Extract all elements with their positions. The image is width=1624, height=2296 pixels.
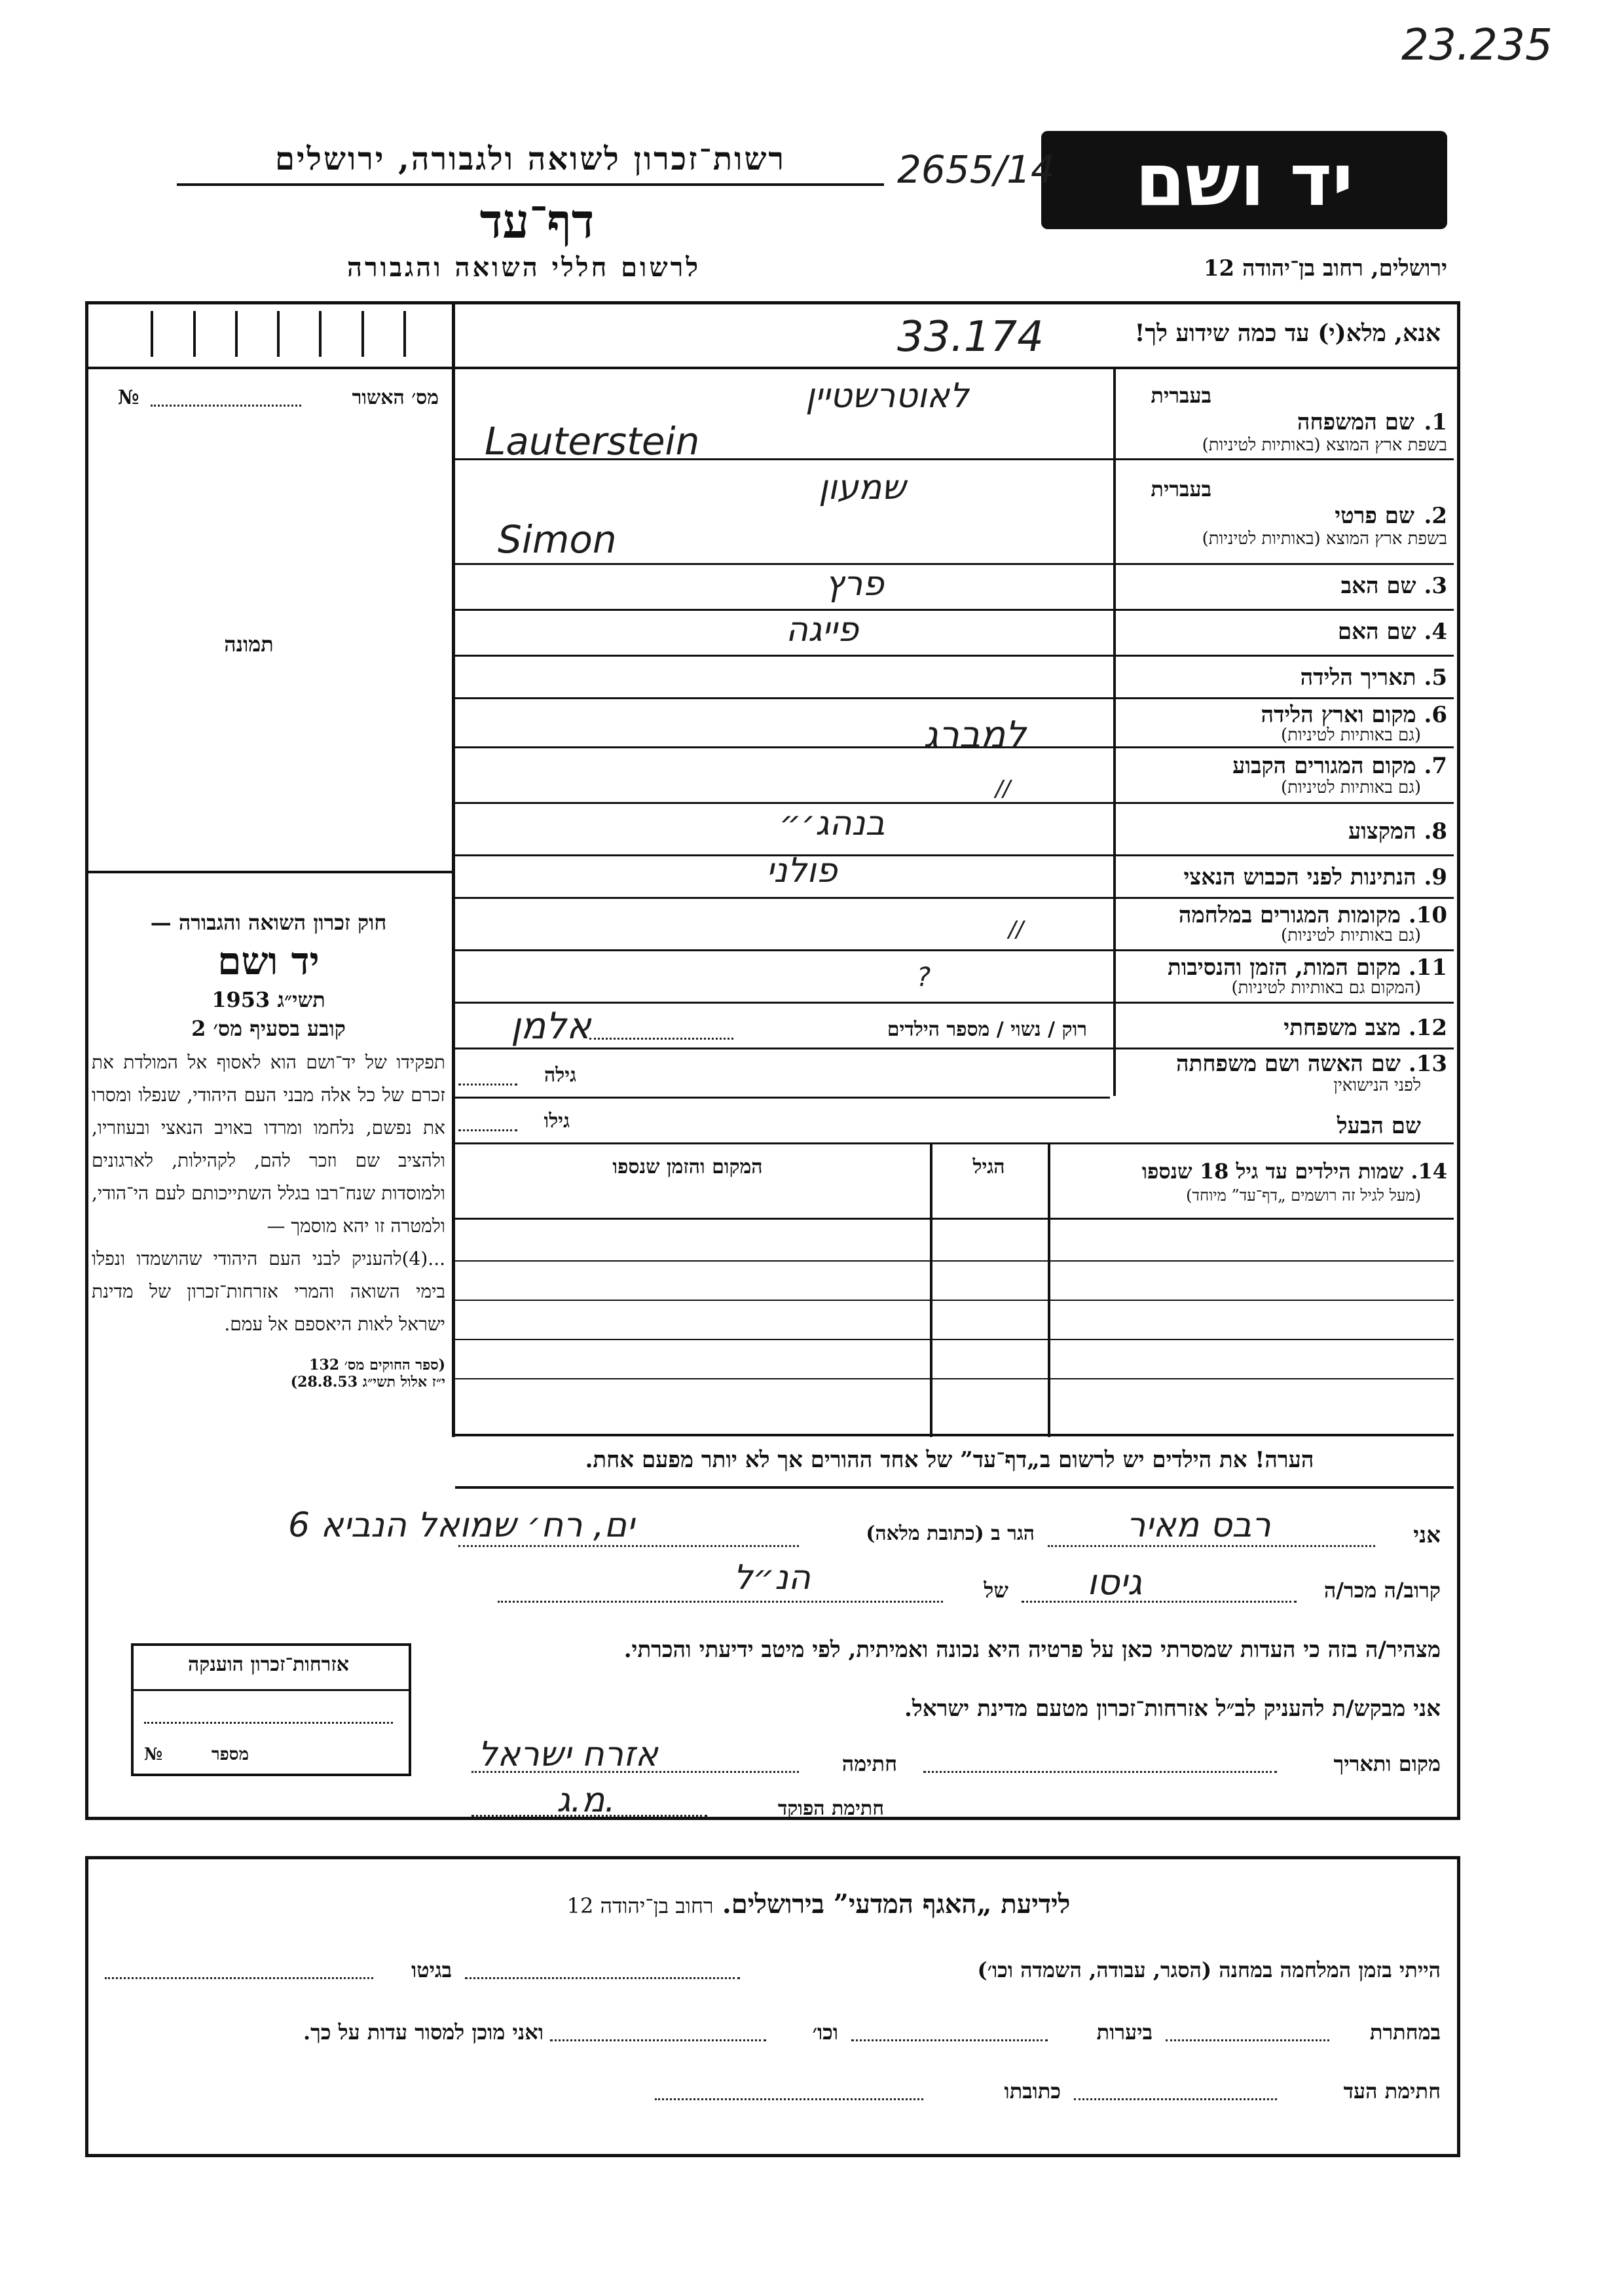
children-row[interactable] (455, 1300, 1454, 1301)
logo-text: יד ושם (1135, 138, 1354, 222)
law-name: יד ושם (217, 939, 320, 983)
field-4-value[interactable]: פייגה (786, 610, 859, 649)
field-7-value[interactable]: // (995, 776, 1010, 802)
field-2-num: 2. (1424, 503, 1447, 529)
declarant-ani-label: אני (1413, 1522, 1441, 1548)
approval-no-field[interactable] (151, 405, 301, 407)
field-11-note: (המקום גם באותיות לטיניות) (1231, 978, 1421, 998)
field-11-text: מקום המות, הזמן והנסיבות (1167, 955, 1401, 981)
citizenship-label: אזרחות־זכרון הוענקה (187, 1653, 350, 1676)
field-13-num: 13. (1408, 1051, 1447, 1077)
declarant-address-line[interactable] (458, 1545, 799, 1547)
approval-no-label: מס׳ האשור (352, 386, 439, 409)
field-5-text: תאריך הלידה (1300, 665, 1416, 691)
field-1-value-latin[interactable]: Lauterstein (485, 419, 700, 464)
children-row[interactable] (455, 1378, 1454, 1379)
children-note: (מעל לגיל זה רושמים „דף־עד” מיוחד) (1186, 1186, 1421, 1205)
request-text: אני מבקש/ת להעניק לב״ל אזרחות־זכרון מטעם מדינת ישראל. (904, 1696, 1441, 1722)
declarant-name[interactable]: רבס מאיר (1126, 1506, 1271, 1545)
footer-etc-line[interactable] (550, 2039, 766, 2041)
footer-address-line[interactable] (655, 2098, 923, 2100)
official-label: חתימת הפוקד (777, 1797, 884, 1820)
field-10-label (1126, 902, 1447, 928)
field-9-value[interactable]: פולני (766, 851, 838, 890)
sidebar-divider (452, 301, 455, 1437)
field-8-value[interactable]: בנהג׳״ (779, 804, 885, 843)
photo-bottom-line (88, 871, 452, 873)
field-2-label: שם פרטי (1335, 503, 1414, 529)
signature-label: חתימה (841, 1751, 897, 1776)
row-line (455, 697, 1454, 699)
law-year: תשי״ג 1953 (212, 987, 325, 1012)
signature-value[interactable]: אזרח ישראל (478, 1735, 658, 1774)
footer-title-text: לידיעת „האגף המדעי” בירושלים. (722, 1889, 1071, 1920)
field-11-num: 11. (1408, 955, 1447, 981)
field-3-text: שם האב (1340, 573, 1416, 599)
children-place-header: המקום והזמן שנספו (612, 1156, 763, 1178)
footer-ready: ואני מוכן למסור עדות על כך. (303, 2020, 544, 2045)
field-11-label (1126, 955, 1447, 981)
law-source: (ספר החוקים מס׳ 132 (309, 1357, 445, 1374)
row-line (455, 949, 1454, 951)
field-9-label (1126, 864, 1447, 890)
field-7-note: (גם באותיות לטיניות) (1280, 778, 1421, 797)
field-6-value[interactable]: למברג (923, 714, 1026, 756)
law-text-2: ...(4)להעניק לבני העם היהודי שהושמדו ונפלו בימי השואה והמרי אזרחות־זכרון של מדינת ישראל לאות היאספם אל עמם. (92, 1248, 445, 1335)
field-5-label (1126, 665, 1447, 691)
field-11-value[interactable]: ? (917, 962, 931, 993)
place-date-label: מקום ותאריך (1333, 1751, 1441, 1776)
yad-vashem-logo (1041, 131, 1447, 229)
field-6-label (1126, 702, 1447, 728)
footer-title (458, 1889, 1179, 1920)
header-address: ירושלים, רחוב בן־יהודה 12 (1203, 255, 1447, 282)
field-6-num: 6. (1424, 702, 1447, 728)
field-4-label (1126, 619, 1447, 645)
field-4-num: 4. (1424, 619, 1447, 645)
footer-underground-line[interactable] (1166, 2039, 1329, 2041)
field-10-note: (גם באותיות לטיניות) (1280, 926, 1421, 945)
field-7-num: 7. (1424, 753, 1447, 779)
field-1-value-hebrew[interactable]: לאוטרשטיין (805, 376, 969, 416)
footer-address-label: כתובתו (1004, 2079, 1061, 2104)
field-2-value-latin[interactable]: Simon (498, 517, 617, 562)
field-9-text: הנתינות לפני הכבוש הנאצי (1183, 864, 1416, 890)
children-row[interactable] (455, 1339, 1454, 1340)
field-7-text: מקום המגורים הקבוע (1232, 753, 1416, 779)
row-line (455, 802, 1454, 804)
label-column-divider (1113, 369, 1116, 1096)
law-section: קובע בסעיף מס׳ 2 (191, 1016, 346, 1041)
footer-forests-line[interactable] (851, 2039, 1048, 2041)
footer-forests: ביערות (1096, 2020, 1153, 2045)
declarant-of-line[interactable] (498, 1601, 943, 1603)
field-8-label (1126, 818, 1447, 845)
declarant-relation-label: קרוב/ה מכר/ה (1323, 1578, 1441, 1603)
form-title: דף־עד (479, 193, 595, 249)
row-line (455, 1002, 1454, 1004)
field-2-hebrew-label: בעברית (1151, 477, 1211, 501)
husband-age-label: גילו (544, 1110, 570, 1133)
footer-etc: וכו׳ (812, 2020, 838, 2045)
field-2-latin-label: בשפת ארץ המוצא (באותיות לטיניות) (1202, 529, 1447, 549)
children-header-line (455, 1218, 1454, 1220)
footer-witness-sig-line[interactable] (1074, 2098, 1277, 2100)
field-7-label (1126, 753, 1447, 779)
authority-title: רשות־זכרון לשואה ולגבורה, ירושלים (274, 141, 786, 177)
serial-handwritten: 33.174 (897, 313, 1044, 361)
law-title: חוק זכרון השואה והגבורה — (150, 910, 387, 935)
declarant-relation-line[interactable] (1022, 1601, 1297, 1603)
row-line (455, 563, 1454, 565)
field-5-num: 5. (1424, 665, 1447, 691)
field-12-num: 12. (1408, 1015, 1447, 1041)
field-12-value[interactable]: אלמן (511, 1005, 591, 1048)
field-13-age-line[interactable] (458, 1084, 517, 1085)
field-3-num: 3. (1424, 573, 1447, 599)
form-subtitle: לרשום חללי השואה והגבורה (346, 252, 701, 283)
footer-address: רחוב בן־יהודה 12 (566, 1893, 714, 1918)
row-line (455, 655, 1454, 657)
approval-no-symbol: № (118, 386, 139, 409)
row-line (455, 854, 1454, 856)
prompt-row-line (452, 367, 1457, 369)
declarant-name-line[interactable] (1048, 1545, 1375, 1547)
field-8-num: 8. (1424, 818, 1447, 845)
law-sidebar (92, 910, 445, 1391)
footer-line-1: הייתי בזמן המלחמה במחנה (הסגר, עבודה, השמדה וכו׳) (977, 1958, 1441, 1982)
archive-number: 23.235 (1401, 20, 1553, 70)
field-3-value[interactable]: פרץ (825, 564, 884, 604)
footer-ghetto-line[interactable] (105, 1977, 373, 1979)
note-line (455, 1486, 1454, 1489)
field-1-latin-label: בשפת ארץ המוצא (באותיות לטיניות) (1202, 435, 1447, 455)
official-line[interactable] (471, 1815, 707, 1817)
footer-underground: במחתרת (1369, 2020, 1441, 2045)
children-col-line (930, 1142, 932, 1437)
declarant-of-value[interactable]: הנ״ל (733, 1558, 811, 1597)
field-13-text: שם האשה ושם משפחתה (1176, 1051, 1401, 1077)
field-12-text: מצב משפחתי (1283, 1015, 1401, 1041)
children-col-line (1048, 1142, 1050, 1437)
law-text: תפקידו של יד־ושם הוא לאסוף אל המולדת את זכרם של כל אלה מבני העם היהודי, שנפלו ומסרו את נפשם, נלחמו ומרדו באויב הנאצי ובעוזריו, ולהציב שם וזכר להם, לקהילות, לארגונים ולמוסדות שנח־רבו בגלל השתייכותם לעם הי־הודי, ולמטרה זו יהא מוסמך — (92, 1051, 445, 1237)
field-2-value-hebrew[interactable]: שמעון (819, 468, 906, 507)
row-line (455, 1097, 1110, 1099)
serial-boxes (111, 311, 445, 357)
field-1-label: שם המשפחה (1297, 409, 1414, 435)
form-prompt: אנא, מלא(י) עד כמה שידוע לך! (1134, 319, 1441, 347)
sidebar-top-line (88, 367, 452, 369)
children-bottom (455, 1434, 1454, 1436)
declarant-address[interactable]: ים, רח׳ שמואל הנביא 6 (288, 1506, 635, 1545)
declarant-relation[interactable]: גיסו (1087, 1561, 1143, 1603)
photo-label: תמונה (224, 632, 274, 657)
citizenship-divider (134, 1689, 409, 1691)
row-line (455, 1048, 1454, 1049)
field-13-note: לפני הנישואין (1333, 1076, 1421, 1095)
field-12-label (1126, 1015, 1447, 1041)
field-13-label (1126, 1051, 1447, 1077)
field-12-children-line[interactable] (589, 1038, 733, 1040)
row-line (455, 1142, 1454, 1144)
row-line (455, 897, 1454, 899)
declarant-of-label: של (984, 1578, 1008, 1603)
children-label: 14. שמות הילדים עד גיל 18 שנספו (1141, 1159, 1447, 1184)
children-note-text: הערה! את הילדים יש לרשום ב„דף־עד” של אחד ההורים אך לא יותר מפעם אחת. (585, 1447, 1314, 1473)
signature-line[interactable] (471, 1771, 799, 1773)
footer-camp-line[interactable] (465, 1977, 740, 1979)
page-number: 2655/14 (897, 147, 1055, 192)
children-row[interactable] (455, 1260, 1454, 1262)
place-date-line[interactable] (923, 1771, 1277, 1773)
field-8-text: המקצוע (1348, 818, 1416, 845)
field-6-note: (גם באותיות לטיניות) (1280, 725, 1421, 745)
field-9-num: 9. (1424, 864, 1447, 890)
field-10-text: מקומות המגורים במלחמה (1178, 902, 1401, 928)
official-value[interactable]: מ.ג. (557, 1781, 616, 1820)
field-4-text: שם האם (1337, 619, 1416, 645)
field-1-num: 1. (1424, 409, 1447, 435)
field-1-hebrew-label: בעברית (1151, 383, 1211, 408)
field-13-age-label: גילה (544, 1064, 576, 1087)
citizenship-number-symbol: № (144, 1745, 163, 1764)
husband-label: שם הבעל (1337, 1113, 1421, 1139)
citizenship-line[interactable] (144, 1722, 393, 1724)
field-12-options: רוק / נשוי / מספר הילדים (887, 1018, 1087, 1041)
footer-witness-sig: חתימת העד (1343, 2079, 1441, 2104)
field-10-value[interactable]: // (1008, 917, 1024, 943)
authority-underline (177, 183, 884, 186)
law-source-date: י״ז אלול תשי״ג 28.8.53) (290, 1374, 445, 1391)
field-10-num: 10. (1408, 902, 1447, 928)
declaration-text: מצהיר/ה בזה כי העדות שמסרתי כאן על פרטיה היא נכונה ואמיתית, לפי מיטב ידיעתי והכרתי. (623, 1637, 1441, 1663)
field-3-label (1126, 573, 1447, 599)
citizenship-number-label: מספר (211, 1745, 249, 1764)
children-age-header: הגיל (972, 1156, 1005, 1178)
husband-age-line[interactable] (458, 1129, 517, 1131)
declarant-resident-label: הגר ב (כתובת מלאה) (866, 1522, 1035, 1545)
row-line (455, 609, 1454, 611)
footer-ghetto: בגיטו (411, 1958, 452, 1982)
field-6-text: מקום וארץ הלידה (1261, 702, 1416, 728)
